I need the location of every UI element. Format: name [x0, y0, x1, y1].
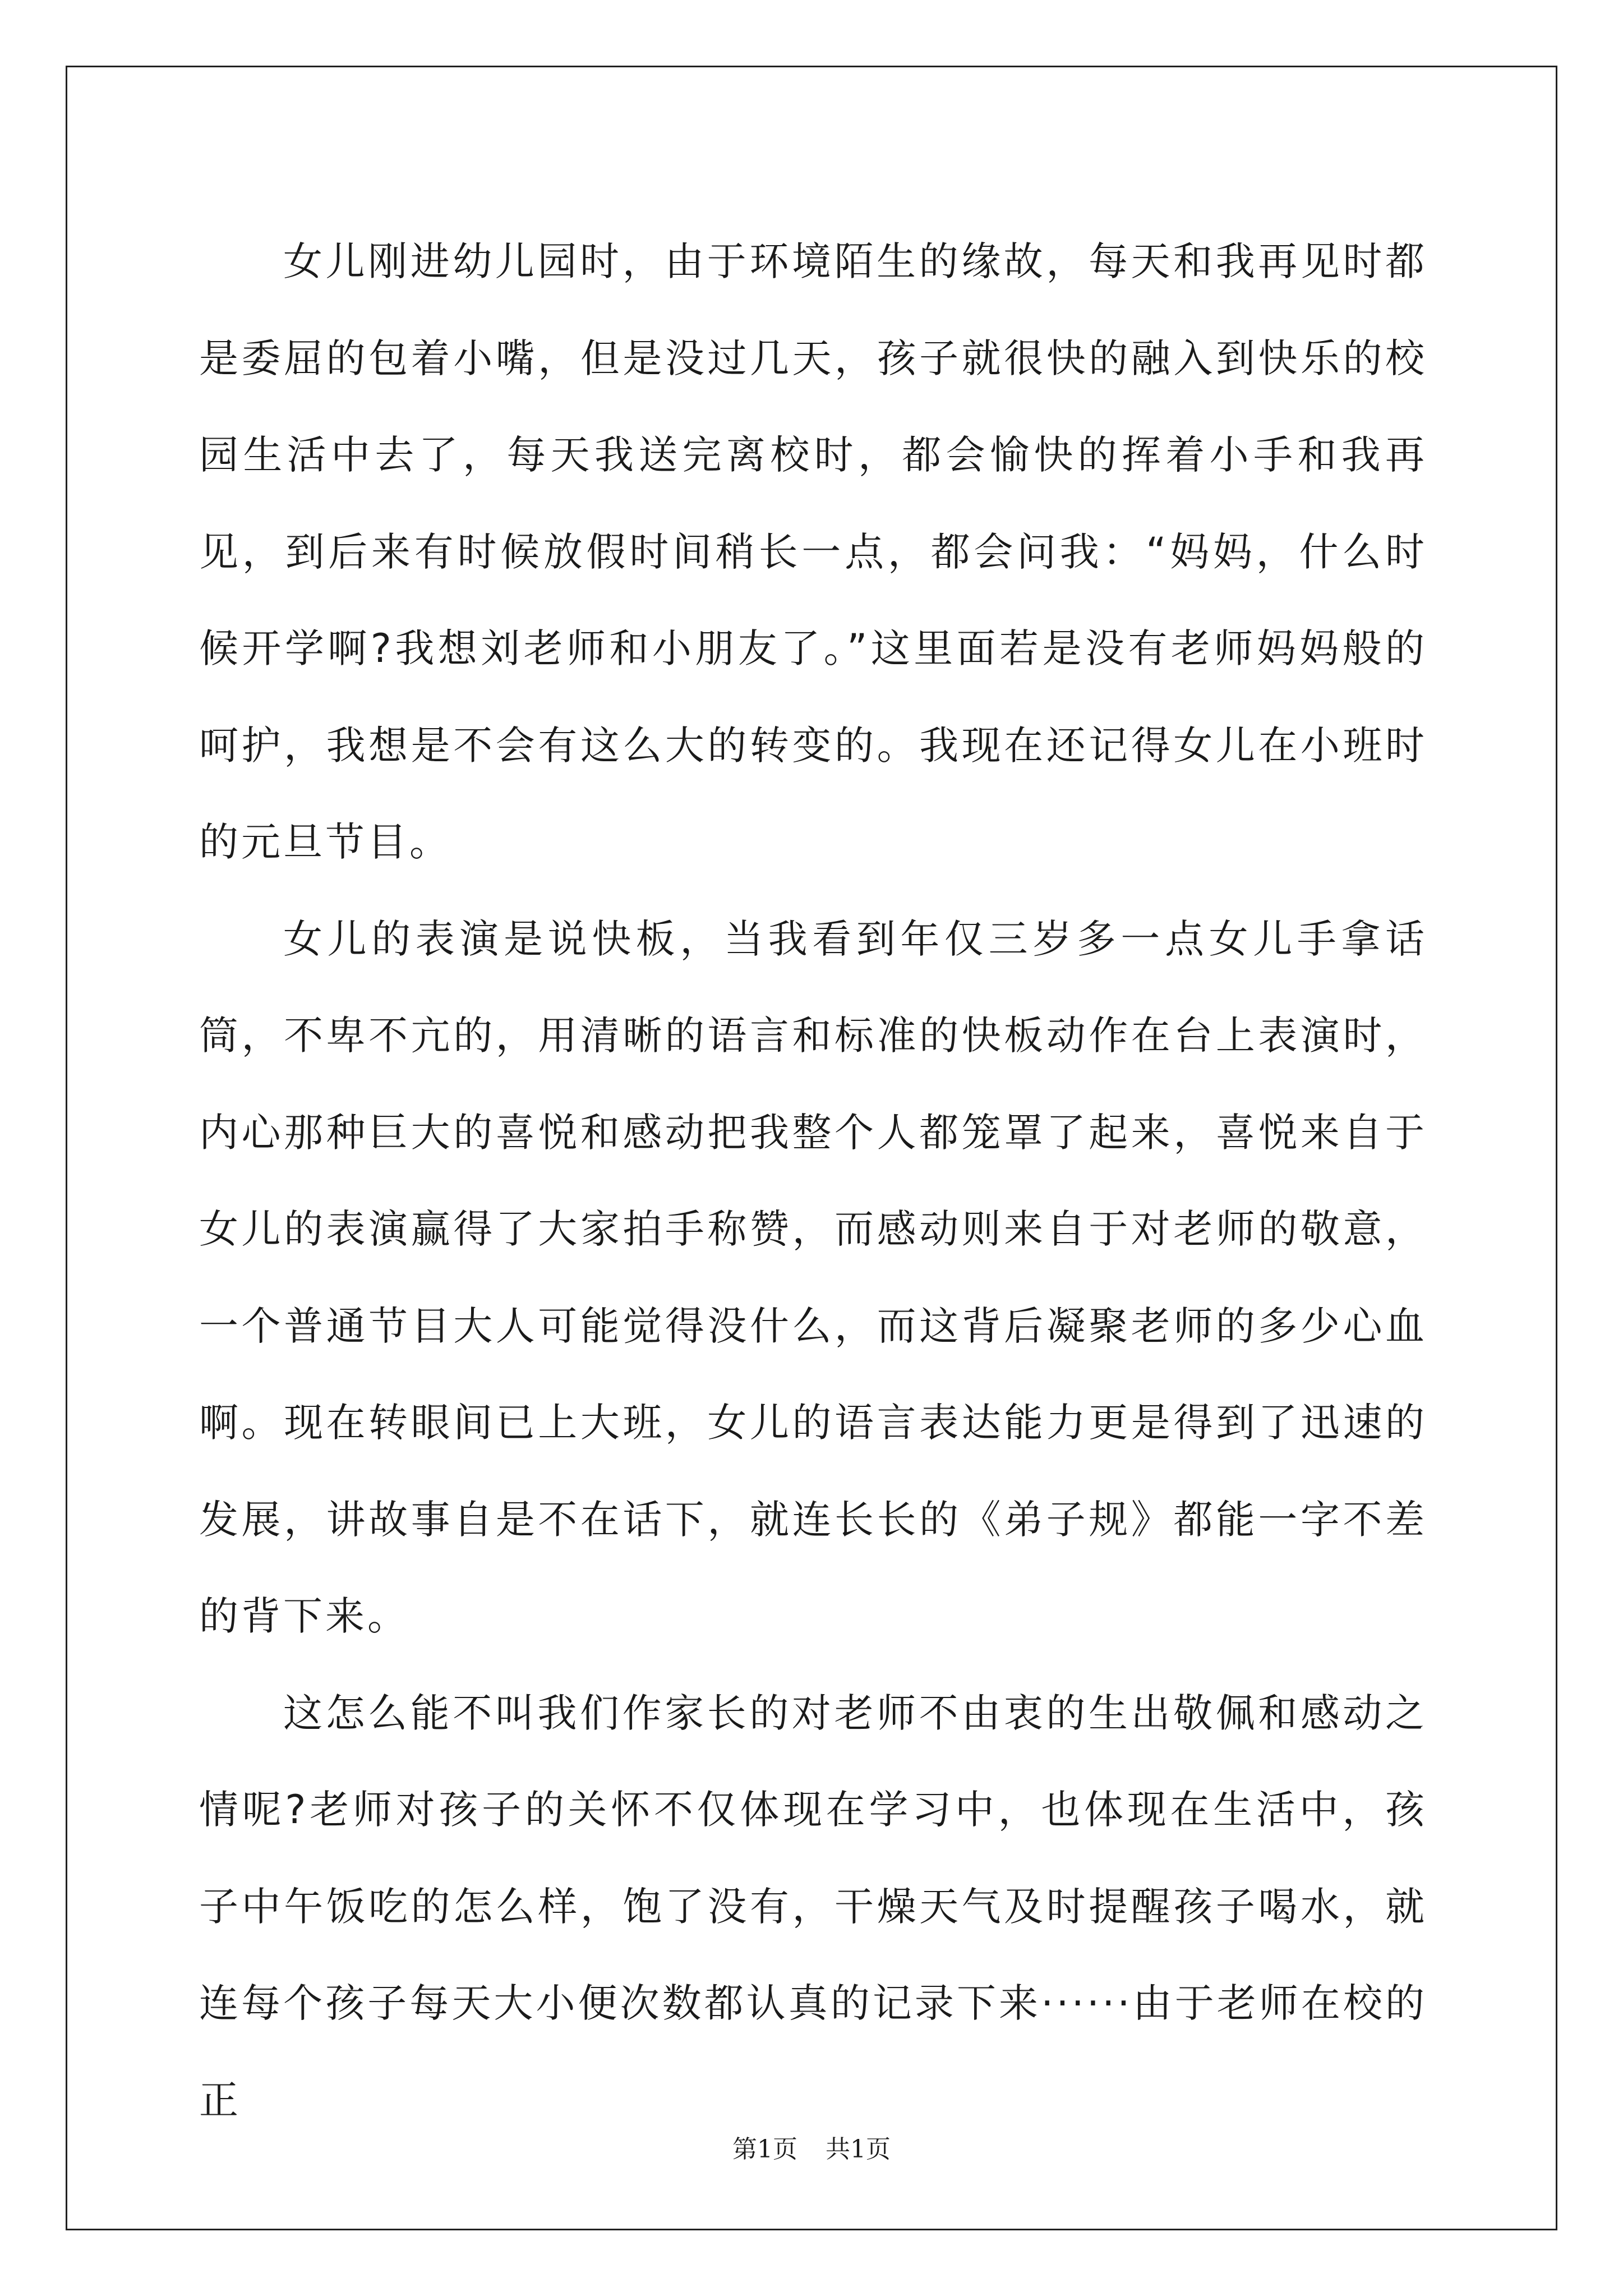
page-number-current: 第1页 — [732, 2135, 797, 2164]
page-footer — [0, 2129, 1623, 2165]
page-number-total: 共1页 — [826, 2135, 891, 2164]
paragraph-1: 女儿刚进幼儿园时，由于环境陌生的缘故，每天和我再见时都是委屈的包着小嘴，但是没过几天，孩子就很快的融入到快乐的校园生活中去了，每天我送完离校时，都会愉快的挥着小手和我再见，到后来有时候放假时间稍长一点，都会问我：“妈妈，什么时候开学啊?我想刘老师和小朋友了。”这里面若是没有老师妈妈般的呵护，我想是不会有这么大的转变的。我现在还记得女儿在小班时的元旦节目。 — [199, 238, 1427, 865]
document-body — [199, 213, 1427, 2148]
paragraph-3: 这怎么能不叫我们作家长的对老师不由衷的生出敬佩和感动之情呢?老师对孩子的关怀不仅体现在学习中，也体现在生活中，孩子中午饭吃的怎么样，饱了没有，干燥天气及时提醒孩子喝水，就连每个孩子每天大小便次数都认真的记录下来······由于老师在校的正 — [199, 1690, 1427, 2123]
paragraph-2: 女儿的表演是说快板，当我看到年仅三岁多一点女儿手拿话筒，不卑不亢的，用清晰的语言和标准的快板动作在台上表演时，内心那种巨大的喜悦和感动把我整个人都笼罩了起来，喜悦来自于女儿的表演赢得了大家拍手称赞，而感动则来自于对老师的敬意，一个普通节目大人可能觉得没什么，而这背后凝聚老师的多少心血啊。现在转眼间已上大班，女儿的语言表达能力更是得到了迅速的发展，讲故事自是不在话下，就连长长的《弟子规》都能一字不差的背下来。 — [199, 915, 1427, 1639]
